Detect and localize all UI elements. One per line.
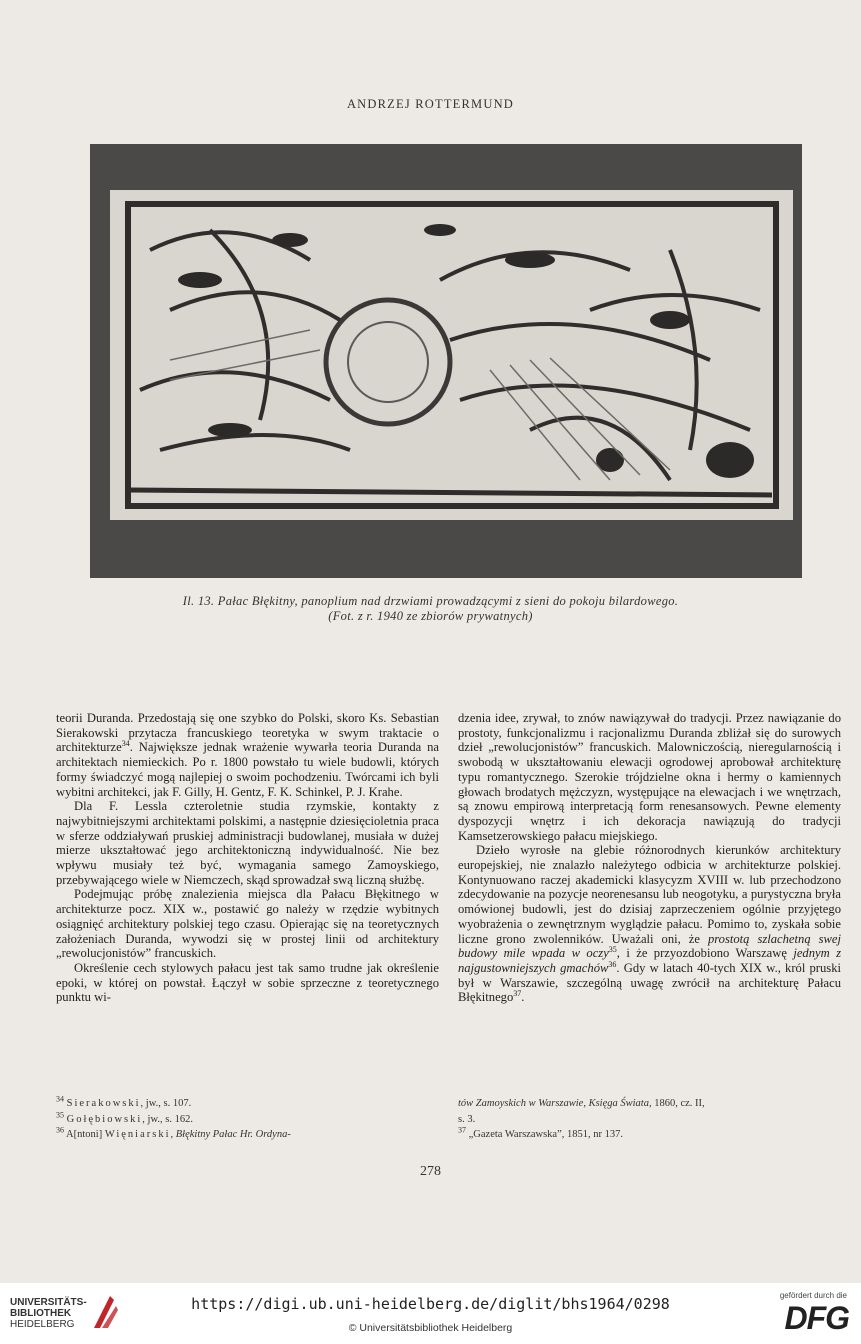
figure-caption [0, 594, 861, 624]
footnote-34: $^{34}$ Sierakowski, jw., s. 107. [56, 1094, 192, 1109]
permalink-url[interactable]: https://digi.ub.uni-heidelberg.de/diglit/bhs1964/0298 [191, 1295, 670, 1313]
paragraph: Określenie cech stylowych pałacu jest tak samo trudne jak określenie epoki, w której on powstał. Łączył w sobie sprzeczne z teoretycznego punktu wi- [56, 960, 439, 1005]
footnote-36: $^{36}$ A[ntoni] Więniarski, Błękitny Pałac Hr. Ordyna- [56, 1125, 291, 1140]
footnotes-left [56, 1096, 439, 1143]
paragraph: Dla F. Lessla czteroletnie studia rzymskie, kontakty z najwybitniejszymi architektami polskimi, a następnie dziesięcioletnia praca w sferze oddziaływań pruskiej administracji budowlanej, musiała w dużej mierze ukształtować jego architektoniczną indywidualność. Nie bez wpływu musiały też być, wymagania samego Zamoyskiego, przebywającego wiele w Niemczech, skąd sprowadzał swą liczną służbę. [56, 799, 439, 887]
page-number: 278 [420, 1164, 441, 1179]
paragraph: Podejmując próbę znalezienia miejsca dla Pałacu Błękitnego w architekturze pocz. XIX w., postawić go należy w rzędzie wybitnych osiągnięć architektury polskiej tego czasu. Opierając się na teoretycznych założeniach Duranda, wywodzi się w prostej linii od architektury „rewolucjonistów” francuskich. [56, 887, 439, 961]
caption-line-1: Il. 13. Pałac Błękitny, panoplium nad drzwiami prowadzącymi z sieni do pokoju bilardowego. [182, 594, 679, 608]
quote: jednym z najgustowniejszych gmachów [458, 946, 841, 975]
right-column [458, 711, 841, 1005]
footnote-37: $^{37}$ „Gazeta Warszawska”, 1851, nr 137. [458, 1125, 623, 1140]
footnote-35: $^{35}$ Gołębiowski, jw., s. 162. [56, 1110, 193, 1125]
paragraph: teorii Duranda. Przedostają się one szybko do Polski, skoro Ks. Sebastian Sierakowski przytacza francuskiego teoretyka w swym traktacie o architekturze$^{34}$. Największe jednak wrażenie wywarła teoria Duranda na architektach niemieckich. Po r. 1800 powstało tu wiele budowli, których formy świadczyć mogą najlepiej o swoim pochodzeniu. Twórcami ich byli wybitni architekci, jak F. Gilly, H. Gentz, F. K. Schinkel, P. J. Krahe. [56, 711, 439, 799]
panoplium-relief-image [110, 190, 793, 520]
paragraph: dzenia idee, zrywał, to znów nawiązywał do tradycji. Przez nawiązanie do prostoty, funkcjonalizmu i racjonalizmu Duranda zbliżał się do surowych dzieł „rewolucjonistów” francuskich. Malowniczością, nieregularnością i swobodą w ukształtowaniu elewacji ogrodowej aprobował architekturę typu romantycznego. Szerokie trójdzielne okna i hermy o kamiennych głowach brodatych mężczyzn, występujące na elewacjach i we wnętrzach, są znowu empirową interpretacją form renesansowych. Pewne elementy dyspozycji wnętrz i ich dekoracja nawiązują do tradycji Kamsetzerowskiego pałacu miejskiego. [458, 711, 841, 843]
footnote-36-cont: tów Zamoyskich w Warszawie, Księga Świata, 1860, cz. II, [458, 1098, 705, 1109]
footnote-ref[interactable]: 35 [608, 945, 617, 955]
sponsor-label: gefördert durch die [779, 1291, 847, 1300]
caption-line-2: (Fot. z r. 1940 ze zbiorów prywatnych) [328, 609, 533, 623]
dfg-logo[interactable]: DFG [784, 1300, 849, 1336]
viewer-footer [0, 1283, 861, 1344]
copyright-text: © Universitätsbibliothek Heidelberg [348, 1322, 513, 1334]
university-logo[interactable]: UNIVERSITÄTS- BIBLIOTHEK HEIDELBERG [10, 1297, 87, 1330]
footnote-ref[interactable]: 36 [608, 959, 617, 969]
left-column [56, 711, 439, 1005]
footnote-ref[interactable]: 34 [121, 739, 130, 749]
running-title: ANDRZEJ ROTTERMUND [346, 97, 515, 111]
footnote-36-cont2: s. 3. [458, 1113, 476, 1125]
footnotes-right [458, 1096, 841, 1143]
quote: prostotą szlachetną swej budowy mile wpada w oczy [458, 931, 841, 961]
footnote-ref[interactable]: 37 [513, 989, 522, 999]
paragraph: Dzieło wyrosłe na glebie różnorodnych kierunków architektury europejskiej, nie znalazło należytego odbicia w architekturze polskiej. Kontynuowano raczej akademicki klasycyzm XVIII w. lub przechodzono zdecydowanie na pozycje neorenesansu lub neogotyku, a purystyczna bryła omówionej budowli, jest do dzisiaj zaprzeczeniem ogólnie przyjętego wyobrażenia o zewnętrznym wyglądzie pałacu. Pomimo to, zyskała sobie liczne grono zwolenników. Uważali oni, że prostotą szlachetną swej budowy mile wpada w oczy$^{35}$, i że przyozdobiono Warszawę jednym z najgustowniejszych gmachów$^{36}$. Gdy w latach 40-tych XIX w., król pruski był w Warszawie, szczególną uwagę zwrócił na architekturę Pałacu Błękitnego$^{37}$. [458, 843, 841, 1005]
figure-photo [90, 144, 802, 578]
